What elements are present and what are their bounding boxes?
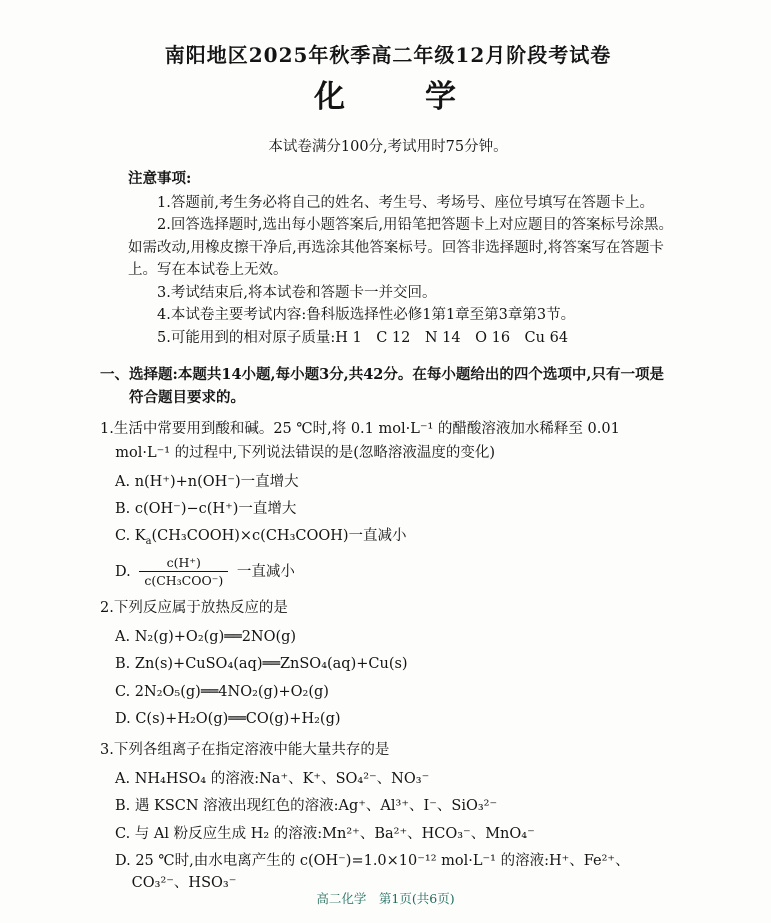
question-2 — [100, 597, 676, 731]
question-2-option-a: A. N₂(g)+O₂(g)══2NO(g) — [115, 628, 297, 645]
notice-item-1: 1.答题前,考生务必将自己的姓名、考生号、考场号、座位号填写在答题卡上。 — [157, 195, 654, 211]
fraction-numerator: c(H⁺) — [139, 555, 228, 573]
notice-item-5: 5.可能用到的相对原子质量:H 1 C 12 N 14 O 16 Cu 64 — [157, 329, 569, 346]
subject-title: 化 学 — [314, 79, 462, 115]
notice-section — [100, 168, 676, 349]
question-1-option-b: B. c(OH⁻)−c(H⁺)一直增大 — [115, 500, 297, 517]
question-1-options — [100, 471, 676, 589]
question-1-stem: 1.生活中常要用到酸和碱。25 ℃时,将 0.1 mol·L⁻¹ 的醋酸溶液加水稀释至 0.01 mol·L⁻¹ 的过程中,下列说法错误的是(忽略溶液温度的变化) — [100, 420, 620, 461]
section-heading: 一、选择题:本题共14小题,每小题3分,共42分。在每小题给出的四个选项中,只有一项是符合题目要求的。 — [100, 366, 664, 407]
notice-item-2: 2.回答选择题时,选出每小题答案后,用铅笔把答题卡上对应题目的答案标号涂黑。如需改动,用橡皮擦干净后,再选涂其他答案标号。回答非选择题时,将答案写在答题卡上。写在本试卷上无效。 — [128, 217, 674, 279]
question-1 — [100, 418, 676, 589]
question-3-option-a: A. NH₄HSO₄ 的溶液:Na⁺、K⁺、SO₄²⁻、NO₃⁻ — [115, 770, 430, 787]
question-3 — [100, 739, 676, 895]
ka-subscript: a — [145, 536, 152, 548]
question-2-stem: 2.下列反应属于放热反应的是 — [100, 599, 288, 616]
fraction-denominator: c(CH₃COO⁻) — [144, 573, 224, 589]
option-d-prefix: D. — [115, 563, 136, 580]
question-3-options — [100, 768, 676, 895]
question-2-option-c: C. 2N₂O₅(g)══4NO₂(g)+O₂(g) — [115, 683, 329, 700]
notice-item-4: 4.本试卷主要考试内容:鲁科版选择性必修1第1章至第3章第3节。 — [157, 307, 576, 324]
question-1-option-c — [115, 525, 676, 549]
question-3-option-d: D. 25 ℃时,由水电离产生的 c(OH⁻)=1.0×10⁻¹² mol·L⁻¹ 的溶液:H⁺、Fe²⁺、CO₃²⁻、HSO₃⁻ — [115, 852, 630, 892]
exam-info: 本试卷满分100分,考试用时75分钟。 — [268, 138, 508, 155]
exam-header — [100, 40, 676, 158]
question-2-option-b: B. Zn(s)+CuSO₄(aq)══ZnSO₄(aq)+Cu(s) — [115, 656, 408, 673]
exam-title: 南阳地区2025年秋季高二年级12月阶段考试卷 — [164, 43, 612, 67]
fraction — [139, 555, 228, 589]
question-2-options — [100, 626, 676, 731]
question-2-option-d: D. C(s)+H₂O(g)══CO(g)+H₂(g) — [115, 711, 341, 728]
notice-item-3: 3.考试结束后,将本试卷和答题卡一并交回。 — [157, 284, 437, 301]
page-footer: 高二化学 第1页(共6页) — [316, 891, 455, 907]
notice-heading: 注意事项: — [128, 170, 192, 188]
question-1-option-a: A. n(H⁺)+n(OH⁻)一直增大 — [115, 473, 299, 490]
question-3-stem: 3.下列各组离子在指定溶液中能大量共存的是 — [100, 741, 390, 758]
question-3-option-c: C. 与 Al 粉反应生成 H₂ 的溶液:Mn²⁺、Ba²⁺、HCO₃⁻、MnO₄⁻ — [115, 825, 535, 842]
option-c-body: (CH₃COOH)×c(CH₃COOH)一直减小 — [151, 528, 407, 545]
option-d-suffix: 一直减小 — [232, 563, 295, 580]
option-c-prefix: C. K — [115, 528, 146, 545]
question-1-option-d — [115, 555, 676, 589]
question-3-option-b: B. 遇 KSCN 溶液出现红色的溶液:Ag⁺、Al³⁺、I⁻、SiO₃²⁻ — [115, 798, 498, 815]
